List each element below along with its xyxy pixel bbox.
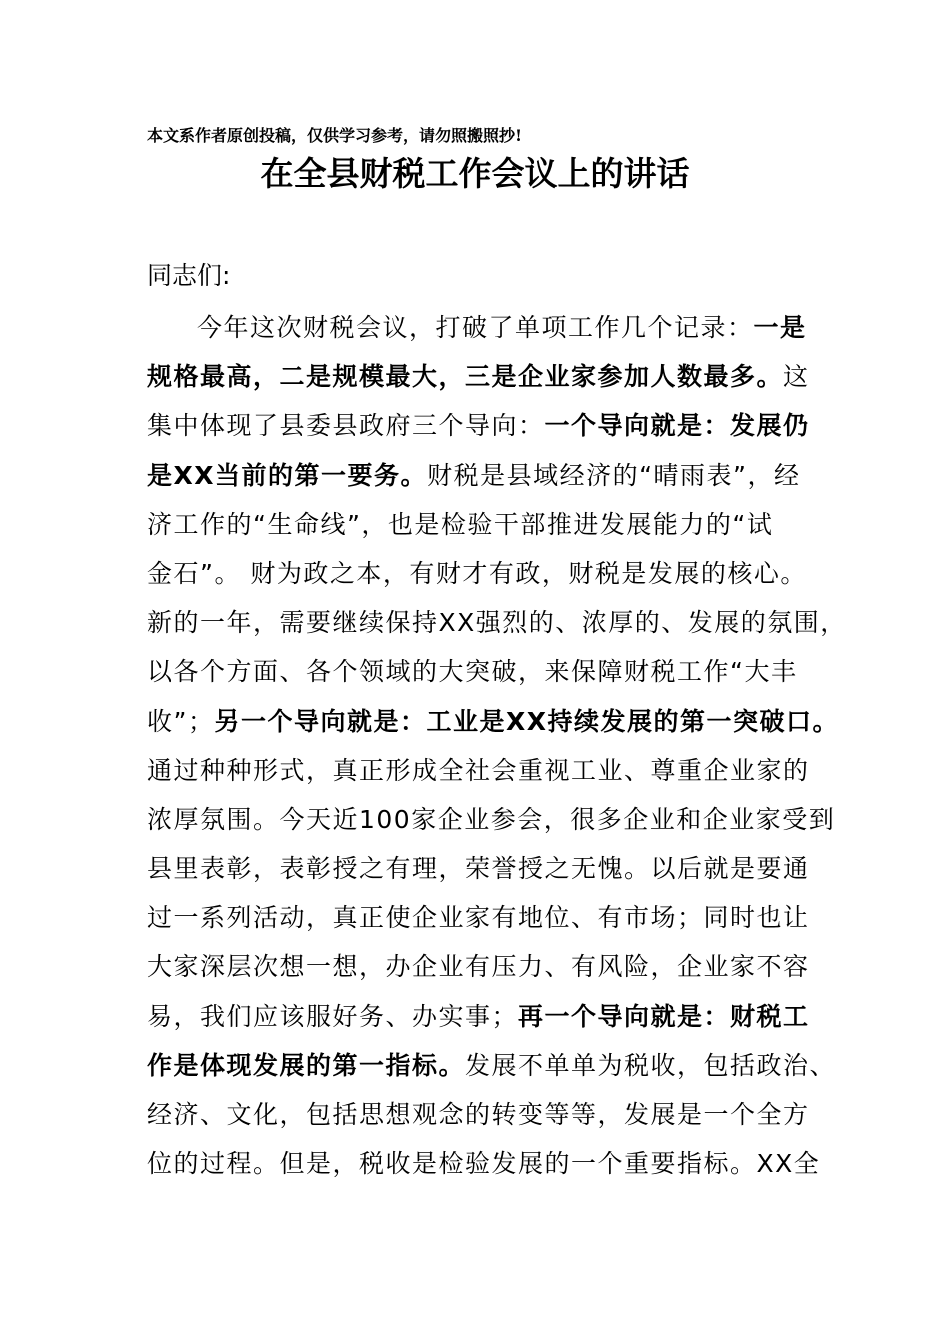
bold-text-segment: 一个导向就是：发展仍 <box>544 411 810 441</box>
text-segment: 过一系列活动，真正使企业家有地位、有市场；同时也让 <box>147 903 810 933</box>
bold-text-segment: 作是体现发展的第一指标。 <box>147 1050 466 1080</box>
text-line <box>147 947 837 996</box>
text-line <box>147 1046 837 1095</box>
text-line <box>147 652 837 701</box>
text-line <box>147 800 837 849</box>
copyright-notice: 本文系作者原创投稿，仅供学习参考，请勿照搬照抄! <box>147 126 523 145</box>
text-line <box>147 1095 837 1144</box>
text-segment: 通过种种形式，真正形成全社会重视工业、尊重企业家的 <box>147 755 810 785</box>
text-line <box>147 505 837 554</box>
text-segment: 易，我们应该服好务、办实事； <box>147 1001 519 1031</box>
bold-text-segment: 另一个导向就是：工业是XX持续发展的第一突破口。 <box>214 706 840 736</box>
text-line <box>147 898 837 947</box>
text-segment: 这 <box>783 362 810 392</box>
text-segment: 收”； <box>147 706 215 736</box>
text-segment: 金石”。 财为政之本，有财才有政，财税是发展的核心。 <box>147 558 807 588</box>
bold-text-segment: 是XX当前的第一要务。 <box>147 460 428 490</box>
text-segment: 济工作的“生命线”，也是检验干部推进发展能力的“试 <box>147 509 774 539</box>
text-segment: 浓厚氛围。今天近100家企业参会，很多企业和企业家受到 <box>147 804 836 834</box>
bold-text-segment: 再一个导向就是：财税工 <box>518 1001 810 1031</box>
text-segment: 发展不单单为税收，包括政治、 <box>465 1050 837 1080</box>
text-line <box>147 849 837 898</box>
bold-text-segment: 规格最高，二是规模最大，三是企业家参加人数最多。 <box>147 362 784 392</box>
text-segment: 集中体现了县委县政府三个导向： <box>147 411 545 441</box>
text-line <box>147 997 837 1046</box>
text-segment: 新的一年，需要继续保持XX强烈的、浓厚的、发展的氛围， <box>147 608 847 638</box>
text-line <box>147 456 837 505</box>
text-line <box>147 603 847 652</box>
text-line <box>147 702 840 751</box>
salutation: 同志们: <box>147 261 231 290</box>
text-segment: 以各个方面、各个领域的大突破，来保障财税工作“大丰 <box>147 657 798 687</box>
text-line <box>147 751 837 800</box>
text-line <box>147 308 837 357</box>
document-title: 在全县财税工作会议上的讲话 <box>260 154 690 193</box>
speech-body <box>147 308 847 1193</box>
text-segment: 经济、文化，包括思想观念的转变等等，发展是一个全方 <box>147 1100 810 1129</box>
text-line <box>147 406 837 455</box>
text-line <box>147 357 837 406</box>
text-line <box>147 1144 837 1193</box>
text-segment: 财税是县域经济的“晴雨表”，经 <box>427 460 801 490</box>
text-segment: 大家深层次想一想，办企业有压力、有风险，企业家不容 <box>147 952 810 982</box>
bold-text-segment: 一是 <box>753 313 807 342</box>
text-line <box>147 554 837 603</box>
text-segment: 位的过程。但是，税收是检验发展的一个重要指标。XX全 <box>147 1149 821 1179</box>
text-segment: 今年这次财税会议，打破了单项工作几个记录： <box>197 313 754 342</box>
text-segment: 县里表彰，表彰授之有理，荣誉授之无愧。以后就是要通 <box>147 854 810 884</box>
